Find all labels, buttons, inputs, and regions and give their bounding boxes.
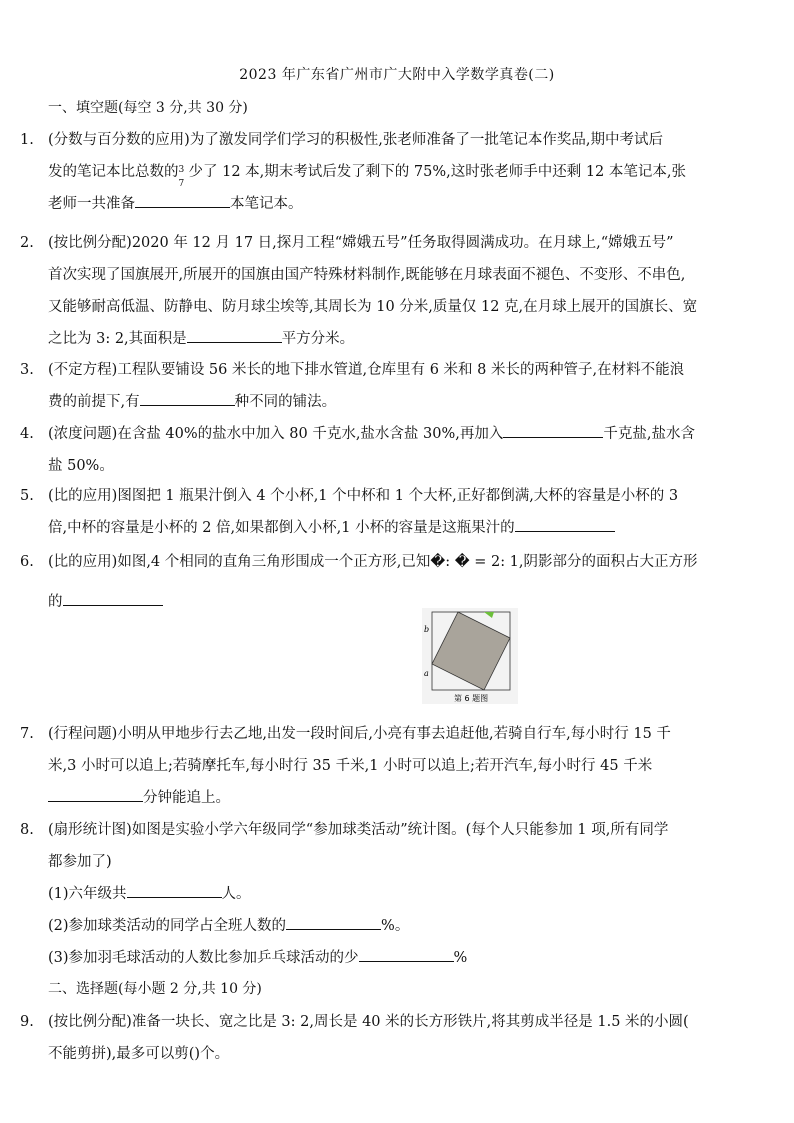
question-text: 本笔记本。: [230, 196, 303, 212]
question-text-line: [48, 418, 760, 450]
question-text: (3)参加羽毛球活动的人数比参加乒乓球活动的少: [48, 950, 359, 966]
question-text: 平方分米。: [281, 331, 355, 347]
answer-blank[interactable]: [127, 881, 222, 898]
question-number: 1.: [20, 132, 34, 148]
answer-blank[interactable]: [63, 589, 163, 606]
question-text: (比的应用)图图把 1 瓶果汁倒入 4 个小杯,1 个中杯和 1 个大杯,正好都倒满,大杯的容量是小杯的 3: [48, 488, 679, 504]
question-text: (浓度问题)在含盐 40%的盐水中加入 80 千克水,盐水含盐 30%,再加入: [48, 426, 504, 442]
label-a: a: [424, 669, 429, 678]
answer-blank[interactable]: [359, 945, 454, 962]
answer-blank[interactable]: [187, 326, 282, 343]
question-text: 人。: [221, 886, 251, 902]
section-fill-blank-heading: 一、填空题(每空 3 分,共 30 分): [48, 100, 248, 116]
question-3: [20, 354, 760, 418]
answer-blank[interactable]: [503, 421, 603, 438]
question-text-line: [48, 188, 760, 220]
answer-blank[interactable]: [286, 913, 381, 930]
question-text: (2)参加球类活动的同学占全班人数的: [48, 918, 287, 934]
question-text: 千克盐,盐水含: [603, 426, 695, 442]
question-text: (按比例分配)准备一块长、宽之比是 3: 2,周长是 40 米的长方形铁片,将其剪成半径是 1.5 米的小圆(: [48, 1014, 689, 1030]
question-text: 之比为 3: 2,其面积是: [48, 331, 187, 347]
question-text-line: [48, 386, 760, 418]
question-7: [20, 718, 760, 814]
question-2: [20, 227, 760, 355]
question-1: [20, 124, 760, 220]
label-b: b: [424, 625, 430, 634]
question-text: 的: [48, 594, 63, 610]
question-text: (分数与百分数的应用)为了激发同学们学习的积极性,张老师准备了一批笔记本作奖品,期中考试后: [48, 132, 664, 148]
fraction: [178, 156, 189, 189]
question-number: 5.: [20, 488, 34, 504]
question-text: (按比例分配)2020 年 12 月 17 日,探月工程“嫦娥五号”任务取得圆满成功。在月球上,“嫦娥五号”: [48, 235, 674, 251]
question-text: 老师一共准备: [48, 196, 135, 212]
question-text: 倍,中杯的容量是小杯的 2 倍,如果都倒入小杯,1 小杯的容量是这瓶果汁的: [48, 520, 515, 536]
question-text: 盐 50%。: [48, 458, 114, 474]
question-text: 首次实现了国旗展开,所展开的国旗由国产特殊材料制作,既能够在月球表面不褪色、不变形、不串色,: [48, 267, 686, 283]
section-choice-heading: 二、选择题(每小题 2 分,共 10 分): [48, 981, 262, 997]
question-text: 又能够耐高低温、防静电、防月球尘埃等,其周长为 10 分米,质量仅 12 克,在月球上展开的国旗长、宽: [48, 299, 698, 315]
question-text: (行程问题)小明从甲地步行去乙地,出发一段时间后,小亮有事去追赶他,若骑自行车,每小时行 15 千: [48, 726, 671, 742]
question-number: 8.: [20, 822, 34, 838]
question-text-line: [48, 782, 760, 814]
question-8: [20, 814, 760, 974]
question-number: 4.: [20, 426, 34, 442]
question-text: 费的前提下,有: [48, 394, 140, 410]
figure-caption: 第 6 题图: [454, 694, 489, 703]
question-text-line: [48, 323, 760, 355]
question-text: 米,3 小时可以追上;若骑摩托车,每小时行 35 千米,1 小时可以追上;若开汽车,每小时行 45 千米: [48, 758, 653, 774]
question-9: [20, 1006, 760, 1070]
question-number: 3.: [20, 362, 34, 378]
answer-blank[interactable]: [140, 389, 235, 406]
page-title: 2023 年广东省广州市广大附中入学数学真卷(二): [239, 67, 555, 83]
question-text: 种不同的铺法。: [234, 394, 337, 410]
question-number: 2.: [20, 235, 34, 251]
question-text: 少了 12 本,期末考试后发了剩下的 75%,这时张老师手中还剩 12 本笔记本,张: [188, 164, 687, 180]
question-text: 不能剪拼),最多可以剪()个。: [48, 1046, 230, 1062]
question-4: [20, 418, 760, 482]
question-number: 9.: [20, 1014, 34, 1030]
question-number: 7.: [20, 726, 34, 742]
question-text: %。: [381, 918, 410, 934]
question-text: (1)六年级共: [48, 886, 127, 902]
answer-blank[interactable]: [515, 515, 615, 532]
fraction-numerator: 3: [178, 165, 185, 175]
question-6: [20, 546, 760, 618]
question-text: (不定方程)工程队要铺设 56 米长的地下排水管道,仓库里有 6 米和 8 米长的两种管子,在材料不能浪: [48, 362, 685, 378]
question-text: 分钟能追上。: [143, 790, 230, 806]
sub-question-2: [48, 910, 760, 942]
sub-question-1: [48, 878, 760, 910]
question-text-line: [48, 586, 760, 618]
question-text: 发的笔记本比总数的: [48, 164, 179, 180]
question-number: 6.: [20, 554, 34, 570]
question-text: (扇形统计图)如图是实验小学六年级同学“参加球类活动”统计图。(每个人只能参加 1 项,所有同学: [48, 822, 669, 838]
square-figure: [422, 608, 518, 704]
question-text-line: [48, 156, 760, 188]
answer-blank[interactable]: [48, 785, 143, 802]
question-5: [20, 480, 760, 544]
question-text-line: [48, 512, 760, 544]
question-text: (比的应用)如图,4 个相同的直角三角形围成一个正方形,已知�: � = 2: 1,阴影部分的面积占大正方形: [48, 554, 698, 570]
sub-question-3: [48, 942, 760, 974]
question-text: %: [453, 950, 468, 966]
fraction-denominator: 7: [178, 179, 185, 189]
question-text: 都参加了): [48, 854, 112, 870]
